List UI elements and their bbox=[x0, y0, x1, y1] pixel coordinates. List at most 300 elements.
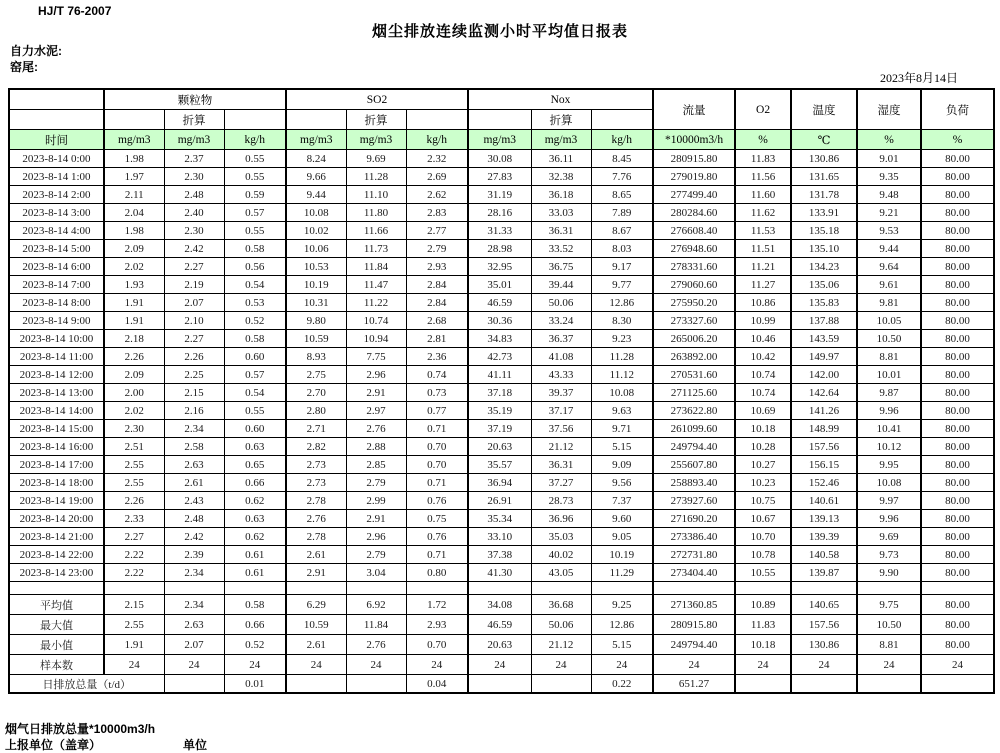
value-cell: 11.10 bbox=[346, 186, 406, 204]
summary-value-cell: 130.86 bbox=[791, 635, 857, 655]
value-cell: 2.27 bbox=[164, 330, 224, 348]
summary-value-cell: 2.76 bbox=[346, 635, 406, 655]
value-cell: 33.03 bbox=[531, 204, 591, 222]
value-cell: 11.12 bbox=[591, 366, 653, 384]
value-cell: 35.01 bbox=[468, 276, 531, 294]
value-cell: 0.74 bbox=[406, 366, 468, 384]
value-cell: 9.44 bbox=[857, 240, 921, 258]
header-cell-humidity: 湿度 bbox=[857, 89, 921, 130]
value-cell: 80.00 bbox=[921, 510, 994, 528]
value-cell: 277499.40 bbox=[653, 186, 735, 204]
summary-label-cell: 最大值 bbox=[9, 615, 104, 635]
value-cell: 11.22 bbox=[346, 294, 406, 312]
summary-value-cell: 0.58 bbox=[224, 595, 286, 615]
header-cell-so2-group: SO2 bbox=[286, 89, 468, 110]
value-cell: 80.00 bbox=[921, 276, 994, 294]
value-cell: 2.63 bbox=[164, 456, 224, 474]
flue-gas-total-note: 烟气日排放总量*10000m3/h bbox=[5, 722, 156, 736]
value-cell: 0.63 bbox=[224, 438, 286, 456]
empty-cell bbox=[224, 582, 286, 595]
value-cell: 2.34 bbox=[164, 564, 224, 582]
value-cell: 0.76 bbox=[406, 492, 468, 510]
value-cell: 9.90 bbox=[857, 564, 921, 582]
summary-value-cell: 80.00 bbox=[921, 615, 994, 635]
value-cell: 80.00 bbox=[921, 348, 994, 366]
time-cell: 2023-8-14 15:00 bbox=[9, 420, 104, 438]
value-cell: 279060.60 bbox=[653, 276, 735, 294]
table-row bbox=[9, 204, 994, 222]
value-cell: 0.70 bbox=[406, 438, 468, 456]
value-cell: 2.18 bbox=[104, 330, 164, 348]
value-cell: 279019.80 bbox=[653, 168, 735, 186]
header-cell-flow: 流量 bbox=[653, 89, 735, 130]
value-cell: 10.19 bbox=[591, 546, 653, 564]
value-cell: 2.75 bbox=[286, 366, 346, 384]
value-cell: 28.98 bbox=[468, 240, 531, 258]
value-cell: 135.06 bbox=[791, 276, 857, 294]
value-cell: 0.80 bbox=[406, 564, 468, 582]
value-cell: 263892.00 bbox=[653, 348, 735, 366]
summary-row bbox=[9, 595, 994, 615]
summary-row bbox=[9, 635, 994, 655]
header-cell-temperature: 温度 bbox=[791, 89, 857, 130]
value-cell: 2.22 bbox=[104, 546, 164, 564]
value-cell: 10.46 bbox=[735, 330, 791, 348]
value-cell: 8.03 bbox=[591, 240, 653, 258]
value-cell: 12.86 bbox=[591, 294, 653, 312]
daily-total-value-cell: 651.27 bbox=[653, 675, 735, 694]
header-cell-blank bbox=[286, 110, 346, 130]
header-cell-so2-converted: 折算 bbox=[346, 110, 406, 130]
summary-value-cell: 2.61 bbox=[286, 635, 346, 655]
value-cell: 9.44 bbox=[286, 186, 346, 204]
value-cell: 8.30 bbox=[591, 312, 653, 330]
empty-cell bbox=[468, 582, 531, 595]
time-cell: 2023-8-14 23:00 bbox=[9, 564, 104, 582]
empty-row bbox=[9, 582, 994, 595]
header-cell-blank bbox=[224, 110, 286, 130]
value-cell: 140.61 bbox=[791, 492, 857, 510]
value-cell: 0.60 bbox=[224, 420, 286, 438]
value-cell: 9.48 bbox=[857, 186, 921, 204]
value-cell: 135.10 bbox=[791, 240, 857, 258]
time-cell: 2023-8-14 21:00 bbox=[9, 528, 104, 546]
value-cell: 10.08 bbox=[857, 474, 921, 492]
table-row bbox=[9, 168, 994, 186]
value-cell: 9.53 bbox=[857, 222, 921, 240]
header-cell-unit-percent: % bbox=[857, 130, 921, 150]
value-cell: 41.11 bbox=[468, 366, 531, 384]
value-cell: 10.42 bbox=[735, 348, 791, 366]
value-cell: 270531.60 bbox=[653, 366, 735, 384]
summary-value-cell: 10.59 bbox=[286, 615, 346, 635]
value-cell: 0.55 bbox=[224, 168, 286, 186]
summary-value-cell: 2.93 bbox=[406, 615, 468, 635]
value-cell: 43.05 bbox=[531, 564, 591, 582]
value-cell: 11.84 bbox=[346, 258, 406, 276]
value-cell: 80.00 bbox=[921, 492, 994, 510]
value-cell: 43.33 bbox=[531, 366, 591, 384]
summary-value-cell: 157.56 bbox=[791, 615, 857, 635]
value-cell: 2.68 bbox=[406, 312, 468, 330]
summary-value-cell: 9.25 bbox=[591, 595, 653, 615]
time-cell: 2023-8-14 1:00 bbox=[9, 168, 104, 186]
value-cell: 30.08 bbox=[468, 150, 531, 168]
summary-value-cell: 140.65 bbox=[791, 595, 857, 615]
value-cell: 0.58 bbox=[224, 330, 286, 348]
value-cell: 10.06 bbox=[286, 240, 346, 258]
value-cell: 10.08 bbox=[286, 204, 346, 222]
value-cell: 0.75 bbox=[406, 510, 468, 528]
value-cell: 10.41 bbox=[857, 420, 921, 438]
empty-cell bbox=[531, 582, 591, 595]
summary-value-cell: 24 bbox=[591, 655, 653, 675]
value-cell: 276608.40 bbox=[653, 222, 735, 240]
value-cell: 0.61 bbox=[224, 546, 286, 564]
time-cell: 2023-8-14 7:00 bbox=[9, 276, 104, 294]
summary-value-cell: 34.08 bbox=[468, 595, 531, 615]
value-cell: 273327.60 bbox=[653, 312, 735, 330]
header-cell-blank bbox=[591, 110, 653, 130]
value-cell: 10.69 bbox=[735, 402, 791, 420]
value-cell: 10.74 bbox=[735, 384, 791, 402]
daily-total-label-cell: 日排放总量（t/d） bbox=[9, 675, 164, 694]
value-cell: 36.18 bbox=[531, 186, 591, 204]
value-cell: 10.31 bbox=[286, 294, 346, 312]
summary-value-cell: 24 bbox=[531, 655, 591, 675]
daily-total-value-cell bbox=[857, 675, 921, 694]
value-cell: 2.91 bbox=[286, 564, 346, 582]
table-row bbox=[9, 240, 994, 258]
empty-cell bbox=[921, 582, 994, 595]
value-cell: 280915.80 bbox=[653, 150, 735, 168]
value-cell: 2.97 bbox=[346, 402, 406, 420]
location-label: 窑尾: bbox=[10, 60, 38, 74]
value-cell: 9.81 bbox=[857, 294, 921, 312]
value-cell: 1.91 bbox=[104, 312, 164, 330]
header-cell-blank bbox=[9, 110, 104, 130]
value-cell: 80.00 bbox=[921, 240, 994, 258]
value-cell: 265006.20 bbox=[653, 330, 735, 348]
value-cell: 2.26 bbox=[164, 348, 224, 366]
value-cell: 255607.80 bbox=[653, 456, 735, 474]
value-cell: 9.69 bbox=[346, 150, 406, 168]
header-cell-unit-kgh: kg/h bbox=[406, 130, 468, 150]
value-cell: 11.28 bbox=[346, 168, 406, 186]
header-cell-time: 时间 bbox=[9, 130, 104, 150]
value-cell: 131.65 bbox=[791, 168, 857, 186]
value-cell: 0.66 bbox=[224, 474, 286, 492]
value-cell: 50.06 bbox=[531, 294, 591, 312]
value-cell: 11.53 bbox=[735, 222, 791, 240]
value-cell: 80.00 bbox=[921, 330, 994, 348]
value-cell: 11.21 bbox=[735, 258, 791, 276]
table-row bbox=[9, 546, 994, 564]
empty-cell bbox=[406, 582, 468, 595]
empty-cell bbox=[857, 582, 921, 595]
value-cell: 0.62 bbox=[224, 492, 286, 510]
value-cell: 2.07 bbox=[164, 294, 224, 312]
value-cell: 2.33 bbox=[104, 510, 164, 528]
table-row bbox=[9, 294, 994, 312]
value-cell: 139.39 bbox=[791, 528, 857, 546]
value-cell: 9.80 bbox=[286, 312, 346, 330]
summary-value-cell: 46.59 bbox=[468, 615, 531, 635]
standard-code: HJ/T 76-2007 bbox=[38, 4, 112, 18]
time-cell: 2023-8-14 12:00 bbox=[9, 366, 104, 384]
report-date: 2023年8月14日 bbox=[879, 71, 958, 85]
value-cell: 2.78 bbox=[286, 528, 346, 546]
value-cell: 0.55 bbox=[224, 150, 286, 168]
value-cell: 2.15 bbox=[164, 384, 224, 402]
summary-value-cell: 0.70 bbox=[406, 635, 468, 655]
value-cell: 0.60 bbox=[224, 348, 286, 366]
summary-label-cell: 平均值 bbox=[9, 595, 104, 615]
time-cell: 2023-8-14 17:00 bbox=[9, 456, 104, 474]
value-cell: 9.35 bbox=[857, 168, 921, 186]
value-cell: 32.38 bbox=[531, 168, 591, 186]
value-cell: 2.71 bbox=[286, 420, 346, 438]
value-cell: 2.27 bbox=[104, 528, 164, 546]
value-cell: 156.15 bbox=[791, 456, 857, 474]
table-row bbox=[9, 528, 994, 546]
summary-value-cell: 2.63 bbox=[164, 615, 224, 635]
time-cell: 2023-8-14 6:00 bbox=[9, 258, 104, 276]
report-table-body bbox=[9, 89, 994, 693]
value-cell: 9.71 bbox=[591, 420, 653, 438]
value-cell: 0.54 bbox=[224, 276, 286, 294]
value-cell: 2.48 bbox=[164, 510, 224, 528]
value-cell: 37.27 bbox=[531, 474, 591, 492]
value-cell: 2.19 bbox=[164, 276, 224, 294]
value-cell: 2.09 bbox=[104, 366, 164, 384]
table-row bbox=[9, 222, 994, 240]
value-cell: 2.42 bbox=[164, 528, 224, 546]
value-cell: 2.61 bbox=[164, 474, 224, 492]
value-cell: 80.00 bbox=[921, 168, 994, 186]
value-cell: 2.61 bbox=[286, 546, 346, 564]
value-cell: 7.75 bbox=[346, 348, 406, 366]
value-cell: 9.69 bbox=[857, 528, 921, 546]
value-cell: 131.78 bbox=[791, 186, 857, 204]
table-row bbox=[9, 510, 994, 528]
value-cell: 10.78 bbox=[735, 546, 791, 564]
summary-value-cell: 249794.40 bbox=[653, 635, 735, 655]
value-cell: 31.19 bbox=[468, 186, 531, 204]
empty-cell bbox=[591, 582, 653, 595]
daily-total-value-cell bbox=[791, 675, 857, 694]
time-cell: 2023-8-14 9:00 bbox=[9, 312, 104, 330]
value-cell: 2.76 bbox=[346, 420, 406, 438]
time-cell: 2023-8-14 4:00 bbox=[9, 222, 104, 240]
value-cell: 1.91 bbox=[104, 294, 164, 312]
time-cell: 2023-8-14 5:00 bbox=[9, 240, 104, 258]
header-cell-blank bbox=[9, 89, 104, 110]
value-cell: 80.00 bbox=[921, 258, 994, 276]
daily-total-value-cell bbox=[468, 675, 531, 694]
value-cell: 1.98 bbox=[104, 222, 164, 240]
value-cell: 2.26 bbox=[104, 348, 164, 366]
value-cell: 28.73 bbox=[531, 492, 591, 510]
value-cell: 9.77 bbox=[591, 276, 653, 294]
value-cell: 2.84 bbox=[406, 276, 468, 294]
summary-row bbox=[9, 615, 994, 635]
summary-value-cell: 24 bbox=[921, 655, 994, 675]
table-row bbox=[9, 348, 994, 366]
table-row bbox=[9, 564, 994, 582]
value-cell: 36.37 bbox=[531, 330, 591, 348]
value-cell: 273386.40 bbox=[653, 528, 735, 546]
summary-value-cell: 271360.85 bbox=[653, 595, 735, 615]
value-cell: 9.61 bbox=[857, 276, 921, 294]
summary-value-cell: 24 bbox=[857, 655, 921, 675]
header-cell-blank bbox=[104, 110, 164, 130]
value-cell: 39.37 bbox=[531, 384, 591, 402]
value-cell: 2.02 bbox=[104, 258, 164, 276]
summary-value-cell: 21.12 bbox=[531, 635, 591, 655]
value-cell: 271690.20 bbox=[653, 510, 735, 528]
value-cell: 35.03 bbox=[531, 528, 591, 546]
value-cell: 34.83 bbox=[468, 330, 531, 348]
header-cell-unit-mg: mg/m3 bbox=[531, 130, 591, 150]
summary-value-cell: 2.34 bbox=[164, 595, 224, 615]
table-row bbox=[9, 402, 994, 420]
value-cell: 273404.40 bbox=[653, 564, 735, 582]
summary-label-cell: 样本数 bbox=[9, 655, 104, 675]
value-cell: 7.76 bbox=[591, 168, 653, 186]
table-row bbox=[9, 186, 994, 204]
value-cell: 0.71 bbox=[406, 546, 468, 564]
value-cell: 37.56 bbox=[531, 420, 591, 438]
value-cell: 80.00 bbox=[921, 420, 994, 438]
summary-value-cell: 24 bbox=[653, 655, 735, 675]
value-cell: 11.29 bbox=[591, 564, 653, 582]
unit-label: 单位 bbox=[183, 738, 208, 752]
value-cell: 20.63 bbox=[468, 438, 531, 456]
value-cell: 11.60 bbox=[735, 186, 791, 204]
value-cell: 0.73 bbox=[406, 384, 468, 402]
summary-value-cell: 10.50 bbox=[857, 615, 921, 635]
value-cell: 2.73 bbox=[286, 474, 346, 492]
header-cell-unit-percent: % bbox=[921, 130, 994, 150]
value-cell: 273927.60 bbox=[653, 492, 735, 510]
value-cell: 10.28 bbox=[735, 438, 791, 456]
time-cell: 2023-8-14 18:00 bbox=[9, 474, 104, 492]
value-cell: 273622.80 bbox=[653, 402, 735, 420]
value-cell: 80.00 bbox=[921, 366, 994, 384]
table-row bbox=[9, 474, 994, 492]
value-cell: 2.26 bbox=[104, 492, 164, 510]
value-cell: 11.62 bbox=[735, 204, 791, 222]
value-cell: 37.38 bbox=[468, 546, 531, 564]
value-cell: 2.42 bbox=[164, 240, 224, 258]
value-cell: 142.64 bbox=[791, 384, 857, 402]
value-cell: 30.36 bbox=[468, 312, 531, 330]
value-cell: 278331.60 bbox=[653, 258, 735, 276]
value-cell: 9.63 bbox=[591, 402, 653, 420]
header-cell-nox-group: Nox bbox=[468, 89, 653, 110]
value-cell: 9.60 bbox=[591, 510, 653, 528]
table-row bbox=[9, 384, 994, 402]
value-cell: 9.21 bbox=[857, 204, 921, 222]
value-cell: 11.66 bbox=[346, 222, 406, 240]
value-cell: 2.51 bbox=[104, 438, 164, 456]
value-cell: 37.17 bbox=[531, 402, 591, 420]
value-cell: 9.23 bbox=[591, 330, 653, 348]
time-cell: 2023-8-14 13:00 bbox=[9, 384, 104, 402]
daily-total-value-cell bbox=[735, 675, 791, 694]
value-cell: 271125.60 bbox=[653, 384, 735, 402]
summary-value-cell: 1.72 bbox=[406, 595, 468, 615]
value-cell: 2.76 bbox=[286, 510, 346, 528]
value-cell: 2.16 bbox=[164, 402, 224, 420]
value-cell: 8.45 bbox=[591, 150, 653, 168]
value-cell: 2.93 bbox=[406, 258, 468, 276]
value-cell: 42.73 bbox=[468, 348, 531, 366]
value-cell: 10.70 bbox=[735, 528, 791, 546]
value-cell: 8.93 bbox=[286, 348, 346, 366]
value-cell: 36.94 bbox=[468, 474, 531, 492]
value-cell: 0.63 bbox=[224, 510, 286, 528]
summary-value-cell: 2.55 bbox=[104, 615, 164, 635]
value-cell: 10.74 bbox=[346, 312, 406, 330]
value-cell: 275950.20 bbox=[653, 294, 735, 312]
value-cell: 0.70 bbox=[406, 456, 468, 474]
value-cell: 36.31 bbox=[531, 456, 591, 474]
summary-value-cell: 280915.80 bbox=[653, 615, 735, 635]
value-cell: 0.71 bbox=[406, 420, 468, 438]
value-cell: 80.00 bbox=[921, 204, 994, 222]
value-cell: 11.80 bbox=[346, 204, 406, 222]
value-cell: 35.57 bbox=[468, 456, 531, 474]
value-cell: 7.89 bbox=[591, 204, 653, 222]
value-cell: 80.00 bbox=[921, 402, 994, 420]
value-cell: 0.53 bbox=[224, 294, 286, 312]
value-cell: 2.40 bbox=[164, 204, 224, 222]
value-cell: 3.04 bbox=[346, 564, 406, 582]
header-cell-unit-mg: mg/m3 bbox=[164, 130, 224, 150]
value-cell: 11.73 bbox=[346, 240, 406, 258]
value-cell: 80.00 bbox=[921, 186, 994, 204]
value-cell: 5.15 bbox=[591, 438, 653, 456]
value-cell: 80.00 bbox=[921, 456, 994, 474]
value-cell: 133.91 bbox=[791, 204, 857, 222]
value-cell: 10.27 bbox=[735, 456, 791, 474]
reporting-unit-label: 上报单位（盖章） bbox=[5, 738, 102, 752]
value-cell: 2.79 bbox=[346, 546, 406, 564]
value-cell: 10.99 bbox=[735, 312, 791, 330]
summary-value-cell: 5.15 bbox=[591, 635, 653, 655]
header-row-groups bbox=[9, 89, 994, 110]
value-cell: 9.96 bbox=[857, 510, 921, 528]
table-row bbox=[9, 438, 994, 456]
header-cell-blank bbox=[468, 110, 531, 130]
value-cell: 10.94 bbox=[346, 330, 406, 348]
value-cell: 8.24 bbox=[286, 150, 346, 168]
table-row bbox=[9, 492, 994, 510]
empty-cell bbox=[286, 582, 346, 595]
value-cell: 26.91 bbox=[468, 492, 531, 510]
value-cell: 2.11 bbox=[104, 186, 164, 204]
value-cell: 0.76 bbox=[406, 528, 468, 546]
value-cell: 249794.40 bbox=[653, 438, 735, 456]
value-cell: 0.77 bbox=[406, 402, 468, 420]
summary-value-cell: 24 bbox=[791, 655, 857, 675]
summary-value-cell: 24 bbox=[346, 655, 406, 675]
header-cell-unit-mg: mg/m3 bbox=[104, 130, 164, 150]
daily-total-value-cell bbox=[531, 675, 591, 694]
summary-value-cell: 11.83 bbox=[735, 615, 791, 635]
